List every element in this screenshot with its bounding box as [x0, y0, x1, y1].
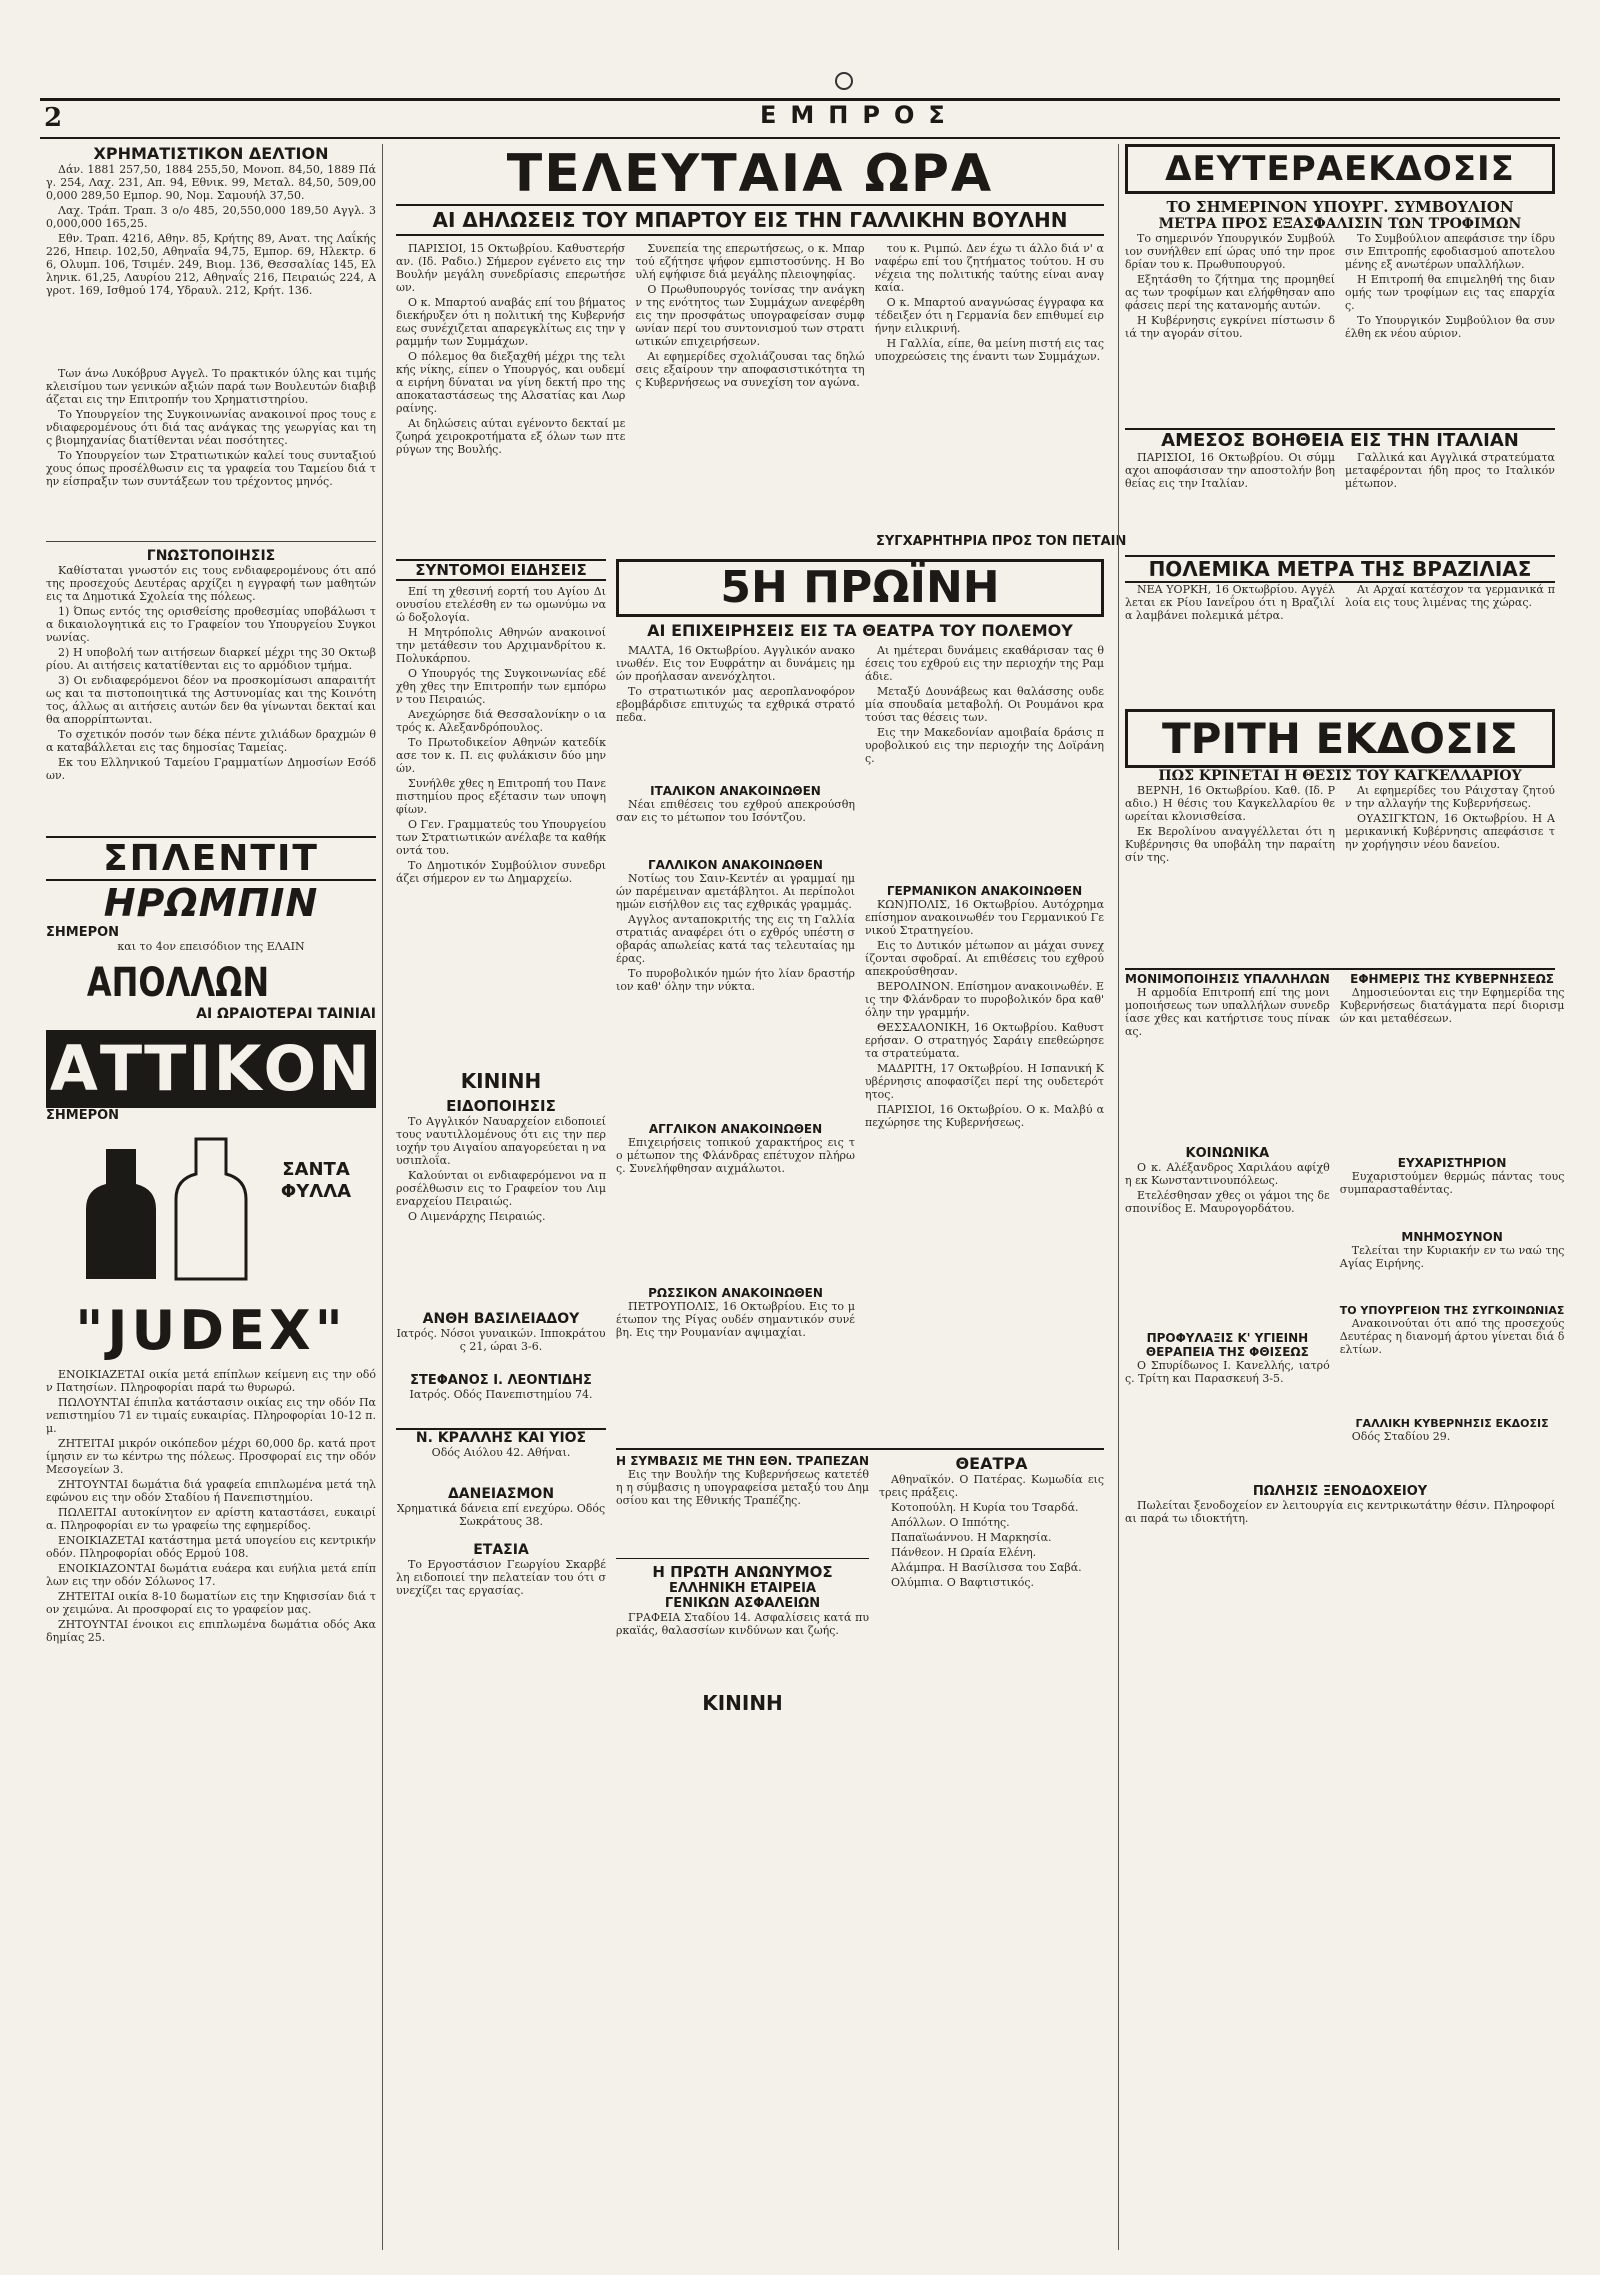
theatre-text: Αθηναϊκόν. Ο Πατέρας. Κωμωδία εις τρεις πράξεις. Κοτοπούλη. Η Κυρία του Τσαρδά. Απόλλων. Ο Ιππότης. Παπαϊωάννου. Η Μαρκησία. Πάνθεον. Η Ωραία Ελένη. Αλάμπρα. Η Βασίλισσα του Σαβά. Ολύμπια. Ο Βαφτιστικός. [879, 1473, 1104, 1589]
hotel-text: Πωλείται ξενοδοχείον εν λειτουργία εις κεντρικωτάτην θέσιν. Πληροφορίαι παρά τω ιδιοκτήτη. [1125, 1499, 1555, 1525]
gazette-text: Δημοσιεύονται εις την Εφημερίδα της Κυβερνήσεως διατάγματα περί διορισμών και μεταθέσεων. [1339, 986, 1565, 1025]
barthou-text-2: Συνεπεία της επερωτήσεως, ο κ. Μπαρτού εζήτησε ψήφον εμπιστοσύνης. Η Βουλή εψήφισε διά μεγάλης πλειοψηφίας. Ο Πρωθυπουργός τονίσας την ανάγκην της ενότητος των Συμμάχων ανεφέρθη εις την προσφάτως υπογραφείσαν συμφωνίαν περί του συντονισμού των στρατιωτικών επιχειρήσεων. Αι εφημερίδες σχολιάζουσαι τας δηλώσεις εξαίρουν την αποφασιστικότητα της Κυβερνήσεως να συνεχίση τον αγώνα. [635, 242, 865, 389]
food-measures-title: ΜΕΤΡΑ ΠΡΟΣ ΕΞΑΣΦΑΛΙΣΙΝ ΤΩΝ ΤΡΟΦΙΜΩΝ [1158, 216, 1522, 232]
page-number: 2 [44, 103, 63, 133]
judex-ad: "JUDEX" [75, 1299, 347, 1362]
notices-2-text: Το Αγγλικόν Ναυαρχείον ειδοποιεί τους ναυτιλλομένους ότι εις την περιοχήν του Αιγαίου απαγορεύεται η ναυσιπλοΐα. Καλούνται οι ενδιαφερόμενοι να προσέλθωσιν εις το Γραφείον του Λιμεναρχείου Πειραιώς. Ο Λιμενάρχης Πειραιώς. [396, 1115, 607, 1223]
brazil-text-2: Αι Αρχαί κατέσχον τα γερμανικά πλοία εις τους λιμένας της χώρας. [1345, 583, 1555, 609]
war-theater-subtitle: ΑΙ ΕΠΙΧΕΙΡΗΣΕΙΣ ΕΙΣ ΤΑ ΘΕΑΤΡΑ ΤΟΥ ΠΟΛΕΜΟΥ [647, 621, 1073, 640]
cinema-splendid-ad: ΣΠΛΕΝΤΙΤ [46, 836, 376, 881]
council-text-1: Το σημερινόν Υπουργικόν Συμβούλιον συνήλθεν επί ώρας υπό την προεδρίαν του κ. Πρωθυπουργού. Εξητάσθη το ζήτημα της προμηθείας των τροφίμων και ελήφθησαν αποφάσεις περί της κατανομής αυτών. Η Κυβέρνησις εγκρίνει πίστωσιν διά την αγοράν σίτου. [1125, 232, 1335, 340]
supply-ministry-text: Ανακοινούται ότι από της προσεχούς Δευτέρας η διανομή άρτου γίνεται διά δελτίων. [1339, 1317, 1565, 1356]
anthi-ad: ΑΝΘΗ ΒΑΣΙΛΕΙΑΔΟΥ [422, 1311, 580, 1327]
gazette-title: ΕΦΗΜΕΡΙΣ ΤΗΣ ΚΥΒΕΡΝΗΣΕΩΣ [1350, 972, 1554, 986]
supply-ministry-title: ΤΟ ΥΠΟΥΡΓΕΙΟΝ ΤΗΣ ΣΥΓΚΟΙΝΩΝΙΑΣ [1339, 1304, 1565, 1317]
barthou-text-3: του κ. Ριμπώ. Δεν έχω τι άλλο διά ν' αναφέρω επί του ζητήματος τούτου. Η συνέχεια της πολιτικής ταύτης είναι αναγκαία. Ο κ. Μπαρτού αναγνώσας έγγραφα κατέδειξεν ότι η Γερμανία δεν επιθυμεί ειρήνην ειλικρινή. Η Γαλλία, είπε, θα μείνη πιστή εις τας υποχρεώσεις της έναντι των Συμμάχων. [874, 242, 1104, 363]
morning-edition-title: 5Η ΠΡΩΪΝΗ [616, 559, 1104, 617]
krallis-ad-text: Οδός Αιόλου 42. Αθήναι. [431, 1446, 571, 1459]
second-edition-title: ΔΕΥΤΕΡΑΕΚΔΟΣΙΣ [1125, 144, 1555, 194]
social-title: ΚΟΙΝΩΝΙΚΑ [1185, 1146, 1270, 1161]
russian-communique-title: ΡΩΣΣΙΚΟΝ ΑΝΑΚΟΙΝΩΘΕΝ [648, 1286, 823, 1300]
social-text: Ο κ. Αλέξανδρος Χαριλάου αφίχθη εκ Κωνσταντινουπόλεως. Ετελέσθησαν χθες οι γάμοι της δεσποινίδος Ε. Μαυρογορδάτου. [1125, 1161, 1330, 1215]
hygiene-title: ΠΡΟΦΥΛΑΞΙΣ Κ' ΥΓΙΕΙΝΗ [1146, 1331, 1309, 1345]
german-communique-title: ΓΕΡΜΑΝΙΚΟΝ ΑΝΑΚΟΙΝΩΘΕΝ [886, 884, 1083, 898]
english-communique-title: ΑΓΓΛΙΚΟΝ ΑΝΑΚΟΙΝΩΘΕΝ [648, 1122, 823, 1136]
insurance-title-2: ΕΛΛΗΝΙΚΗ ΕΤΑΙΡΕΙΑ [668, 1581, 817, 1596]
barthou-text-1: ΠΑΡΙΣΙΟΙ, 15 Οκτωβρίου. Καθυστερήσαν. (Ιδ. Ραδιο.) Σήμερον εγένετο εις την Βουλήν μεγάλη συνεδρίασις επερωτήσεων. Ο κ. Μπαρτού αναβάς επί του βήματος διεκήρυξεν ότι η πολιτική της Κυβερνήσεως συνέχιζεται απαρεγκλίτως εις την γραμμήν των Συμμάχων. Ο πόλεμος θα διεξαχθή μέχρι της τελικής νίκης, είπεν ο Υπουργός, και ουδεμία ειρήνη δύναται να γίνη δεκτή προ της αποκαταστάσεως της Αλσατίας και Λωρραίνης. Αι δηλώσεις αύται εγένοντο δεκταί με ζωηρά χειροκροτήματα εξ όλων των πτερύγων της Βουλής. [396, 242, 626, 456]
german-communique-text: ΚΩΝ)ΠΟΛΙΣ, 16 Οκτωβρίου. Αυτόχρημα επίσημον ανακοινωθέν του Γερμανικού Γενικού Στρατηγείου. Εις το Δυτικόν μέτωπον αι μάχαι συνεχίζονται σφοδραί. Αι επιθέσεις του εχθρού απεκρούσθησαν. ΒΕΡΟΛΙΝΟΝ. Επίσημον ανακοινωθέν. Εις την Φλάνδραν το πυροβολικόν δρα καθ' όλην την γραμμήν. ΘΕΣΣΑΛΟΝΙΚΗ, 16 Οκτωβρίου. Καθυστερήσαν. Ο στρατηγός Σαράιγ επεθεώρησε τα στρατεύματα. ΜΑΔΡΙΤΗ, 17 Οκτωβρίου. Η Ισπανική Κυβέρνησις αποφασίζει περί της ουδετερότητος. ΠΑΡΙΣΙΟΙ, 16 Οκτωβρίου. Ο κ. Μαλβύ απεχώρησε της Κυβερνήσεως. [865, 898, 1104, 1129]
etasia-ad-text: Το Εργοστάσιον Γεωργίου Σκαρβέλη ειδοποιεί την πελατείαν του ότι συνεχίζει τας εργασίας. [396, 1558, 606, 1597]
memorial-text: Τελείται την Κυριακήν εν τω ναώ της Αγίας Ειρήνης. [1339, 1244, 1565, 1270]
library-stamp-icon [835, 72, 853, 90]
chancellor-text-1: ΒΕΡΝΗ, 16 Οκτωβρίου. Καθ. (Ιδ. Ραδιο.) Η θέσις του Καγκελλαρίου θεωρείται κλονισθείσα. Εκ Βερολίνου αναγγέλλεται ότι η Κυβέρνησις θα υποβάλη την παραίτησίν της. [1125, 784, 1335, 864]
cinema-apollon-ad: ΑΠΟΛΛΩΝ [86, 960, 270, 1006]
russian-communique-text: ΠΕΤΡΟΥΠΟΛΙΣ, 16 Οκτωβρίου. Εις το μέτωπον της Ρίγας ουδέν σημαντικόν συνέβη. Εις την Ρουμανίαν αψιμαχίαι. [616, 1300, 855, 1339]
hotel-title: ΠΩΛΗΣΙΣ ΞΕΝΟΔΟΧΕΙΟΥ [1252, 1484, 1428, 1499]
subheadline-barthou: ΑΙ ΔΗΛΩΣΕΙΣ ΤΟΥ ΜΠΑΡΤΟΥ ΕΙΣ ΤΗΝ ΓΑΛΛΙΚΗΝ ΒΟΥΛΗΝ [396, 204, 1104, 236]
exchange-text: Δάν. 1881 257,50, 1884 255,50, Μονοπ. 84,50, 1889 Πάγ. 254, Λαχ. 231, Απ. 94, Εθνικ. 99, Μεταλ. 84,50, 509,000,000 289,50 Εμπορ. 90, Νομ. Σαμουήλ 37,50. Λαχ. Τράπ. Τραπ. 3 ο/ο 485, 20,550,000 189,50 Αγγλ. 30,000,000 165,25. Εθν. Τραπ. 4216, Αθην. 85, Κρήτης 89, Ανατ. της Λαΐκής 226, Ηπειρ. 102,50, Αθηναΐα 94,75, Εμπορ. 69, Ηλεκτρ. 66, Ολυμπ. 106, Τσιμέν. 249, Βιομ. 136, Θεσσαλίας 145, Ελληνικ. 61,25, Λαυρίου 212, Αθηναΐς 216, Πειραιώς 224, Αγροτ. 169, Ισθμού 174, Υδραυλ. 212, Κρήτ. 136. [46, 163, 376, 297]
cinema-apollon-subtitle: ΑΙ ΩΡΑΙΟΤΕΡΑΙ ΤΑΙΝΙΑΙ [196, 1006, 376, 1022]
stefanos-ad: ΣΤΕΦΑΝΟΣ Ι. ΛΕΟΝΤΙΔΗΣ [410, 1373, 592, 1388]
employees-text: Η αρμοδία Επιτροπή επί της μονιμοποιήσεως των υπαλλήλων συνεδρίασε χθες και κατήρτισε τους πίνακας. [1125, 986, 1330, 1038]
memorial-title: ΜΝΗΜΟΣΥΝΟΝ [1401, 1230, 1503, 1244]
left-column [40, 144, 383, 2250]
right-column [1118, 144, 1565, 2250]
loans-ad-text: Χρηματικά δάνεια επί ενεχύρω. Οδός Σωκράτους 38. [396, 1502, 606, 1528]
anthi-ad-text: Ιατρός. Νόσοι γυναικών. Ιπποκράτους 21, ώραι 3-6. [396, 1327, 606, 1353]
war-text-2: Αι ημέτεραι δυνάμεις εκαθάρισαν τας θέσεις του εχθρού εις την περιοχήν της Ραμάδιε. Μεταξύ Δουνάβεως και θαλάσσης ουδεμία σπουδαία μεταβολή. Οι Ρουμάνοι κρατούσι τας θέσεις των. Εις την Μακεδονίαν αμοιβαία δράσις πυροβολικού εις την περιοχήν της Δοϊράνης. [865, 644, 1104, 765]
hygiene-subtitle: ΘΕΡΑΠΕΙΑ ΤΗΣ ΦΘΙΣΕΩΣ [1145, 1345, 1309, 1359]
french-communique-text: Νοτίως του Σαιν-Κεντέν αι γραμμαί ημών παρέμειναν αμετάβλητοι. Αι περίπολοι ημών εισήλθον εις τας εχθρικάς γραμμάς. Αγγλος ανταποκριτής της εις τη Γαλλία στρατιάς αναφέρει ότι ο εχθρός υπέστη σοβαράς απωλείας κατά τας τελευταίας ημέρας. Το πυροβολικόν ημών ήτο λίαν δραστήριον καθ' όλην την νύκτα. [616, 872, 855, 993]
latest-news-text: Επί τη χθεσινή εορτή του Αγίου Διονυσίου ετελέσθη εν τω ομωνύμω ναώ δοξολογία. Η Μητρόπολις Αθηνών ανακοινοί την μετάθεσιν του Αρχιμανδρίτου κ. Πολυκάρπου. Ο Υπουργός της Συγκοινωνίας εδέχθη χθες την Επιτροπήν των εμπόρων του Πειραιώς. Ανεχώρησε διά Θεσσαλονίκην ο ιατρός κ. Αλεξανδρόπουλος. Το Πρωτοδικείον Αθηνών κατεδίκασε τον κ. Π. εις φυλάκισιν δύο μηνών. Συνήλθε χθες η Επιτροπή του Πανεπιστημίου προς εξέτασιν των υποψηφίων. Ο Γεν. Γραμματεύς του Υπουργείου των Στρατιωτικών ανέλαβε τα καθήκοντά του. Το Δημοτικόν Συμβούλιον συνεδριάζει σήμερον εν τω Δημαρχείω. [396, 585, 606, 885]
chancellor-text-2: Αι εφημερίδες του Ράιχσταγ ζητούν την αλλαγήν της Κυβερνήσεως. ΟΥΑΣΙΓΚΤΩΝ, 16 Οκτωβρίου. Η Αμερικανική Κυβέρνησις απεφάσισε την χορήγησιν νέου δανείου. [1345, 784, 1555, 851]
exchange-title: ΧΡΗΜΑΤΙΣΤΙΚΟΝ ΔΕΛΤΙΟΝ [93, 144, 329, 163]
etasia-ad: ΕΤΑΣΙΑ [473, 1542, 529, 1558]
theatre-title: ΘΕΑΤΡΑ [955, 1454, 1028, 1473]
war-text-1: ΜΑΛΤΑ, 16 Οκτωβρίου. Αγγλικόν ανακοινωθέν. Εις τον Ευφράτην αι δυνάμεις ημών προήλασαν ανενόχλητοι. Το στρατιωτικόν μας αεροπλανοφόρον εβομβάρδισε επιτυχώς τα εχθρικά στρατόπεδα. [616, 644, 855, 724]
today-label-2: ΣΗΜΕΡΟΝ [46, 1108, 120, 1123]
krallis-ad: Ν. ΚΡΑΛΛΗΣ ΚΑΙ ΥΙΟΣ [396, 1428, 606, 1446]
cinema-attikon-ad: ΑΤΤΙΚΟΝ [46, 1030, 376, 1108]
stefanos-ad-text: Ιατρός. Οδός Πανεπιστημίου 74. [409, 1388, 593, 1401]
congrats-title: ΣΥΓΧΑΡΗΤΗΡΙΑ ΠΡΟΣ ΤΟΝ ΠΕΤΑΙΝ [876, 534, 1127, 549]
help-italy-text-1: ΠΑΡΙΣΙΟΙ, 16 Οκτωβρίου. Οι σύμμαχοι αποφάσισαν την αποστολήν βοηθείας εις την Ιταλίαν. [1125, 451, 1335, 490]
paper-title: ΕΜΠΡΟΣ [760, 101, 959, 129]
bank-agreement-text: Εις την Βουλήν της Κυβερνήσεως κατετέθη η σύμβασις η υπογραφείσα μεταξύ του Δημοσίου και της Εθνικής Τραπέζης. [616, 1468, 870, 1507]
headline-last-hour: ΤΕΛΕΥΤΑΙΑ ΩΡΑ [506, 144, 994, 204]
kinini-ad-2: ΚΙΝΙΝΗ [702, 1691, 783, 1715]
insurance-title-1: Η ΠΡΩΤΗ ΑΝΩΝΥΜΟΣ [616, 1558, 869, 1581]
hygiene-text: Ο Σπυρίδωνος Ι. Κανελλής, ιατρός. Τρίτη και Παρασκευή 3-5. [1125, 1359, 1330, 1385]
classifieds-text: ΕΝΟΙΚΙΑΖΕΤΑΙ οικία μετά επίπλων κείμενη εις την οδόν Πατησίων. Πληροφορίαι παρά τω θυρωρώ. ΠΩΛΟΥΝΤΑΙ έπιπλα κατάστασιν οικίας εις την οδόν Πανεπιστημίου 71 εν τιμαίς ευκαιρίας. Πληροφορίαι 10-12 π.μ. ΖΗΤΕΙΤΑΙ μικρόν οικόπεδον μέχρι 60,000 δρ. κατά προτίμησιν εν τω κέντρω της πόλεως. Προσφοραί εις την οδόν Μεσογείων 3. ΖΗΤΟΥΝΤΑΙ δωμάτια διά γραφεία επιπλωμένα μετά τηλεφώνου εις την οδόν Σταδίου ή Πανεπιστημίου. ΠΩΛΕΙΤΑΙ αυτοκίνητον εν αρίστη καταστάσει, ευκαιρία. Πληροφορίαι εν τω γραφείω της εφημερίδος. ΕΝΟΙΚΙΑΖΕΤΑΙ κατάστημα μετά υπογείου εις κεντρικήν οδόν. Πληροφορίαι οδός Ερμού 108. ΕΝΟΙΚΙΑΖΟΝΤΑΙ δωμάτια ευάερα και ευήλια μετά επίπλων εις την οδόν Σόλωνος 17. ΖΗΤΕΙΤΑΙ οικία 8-10 δωματίων εις την Κηφισσίαν διά τον χειμώνα. Αι προσφοραί εις το γραφείον μας. ΖΗΤΟΥΝΤΑΙ ένοικοι εις επιπλωμένα δωμάτια οδός Ακαδημίας 25. [46, 1368, 376, 1644]
brazil-war-title: ΠΟΛΕΜΙΚΑ ΜΕΤΡΑ ΤΗΣ ΒΡΑΖΙΛΙΑΣ [1125, 555, 1555, 583]
italian-communique-text: Νέαι επιθέσεις του εχθρού απεκρούσθησαν εις το μέτωπον του Ισόντζου. [616, 798, 855, 824]
council-today-title: ΤΟ ΣΗΜΕΡΙΝΟΝ ΥΠΟΥΡΓ. ΣΥΜΒΟΥΛΙΟΝ [1166, 198, 1514, 216]
bank-notice-text: Οδός Σταδίου 29. [1351, 1430, 1451, 1443]
italian-communique-title: ΙΤΑΛΙΚΟΝ ΑΝΑΚΟΙΝΩΘΕΝ [650, 784, 821, 798]
bottle-illustration-icon [46, 1129, 376, 1279]
insurance-text: ΓΡΑΦΕΙΑ Σταδίου 14. Ασφαλίσεις κατά πυρκαϊάς, θαλασσίων κινδύνων και ζωής. [616, 1611, 870, 1637]
center-column [390, 144, 1127, 2250]
latest-news-title: ΣΥΝΤΟΜΟΙ ΕΙΔΗΣΕΙΣ [396, 559, 606, 581]
bank-notice-title: ΓΑΛΛΙΚΗ ΚΥΒΕΡΝΗΣΙΣ ΕΚΔΟΣΙΣ [1355, 1417, 1549, 1430]
help-italy-title: ΑΜΕΣΟΣ ΒΟΗΘΕΙΑ ΕΙΣ ΤΗΝ ΙΤΑΛΙΑΝ [1125, 428, 1555, 451]
notices-title: ΓΝΩΣΤΟΠΟΙΗΣΙΣ [146, 548, 276, 564]
insurance-title-3: ΓΕΝΙΚΩΝ ΑΣΦΑΛΕΙΩΝ [664, 1596, 821, 1611]
chancellor-title: ΠΩΣ ΚΡΙΝΕΤΑΙ Η ΘΕΣΙΣ ΤΟΥ ΚΑΓΚΕΛΛΑΡΙΟΥ [1158, 768, 1522, 784]
cinema-note: και το 4ον επεισόδιον της ΕΛΑΙΝ [117, 940, 305, 953]
kinini-ad-1: ΚΙΝΙΝΗ [460, 1069, 542, 1093]
third-edition-title: ΤΡΙΤΗ ΕΚΔΟΣΙΣ [1125, 709, 1555, 768]
thanks-text: Ευχαριστούμεν θερμώς πάντας τους συμπαρασταθέντας. [1339, 1170, 1565, 1196]
notices-text: Καθίσταται γνωστόν εις τους ενδιαφερομένους ότι από της προσεχούς Δευτέρας αρχίζει η εγγραφή των μαθητών εις τα Δημοτικά Σχολεία της πόλεως. 1) Όπως εντός της ορισθείσης προθεσμίας υποβάλωσι τα δικαιολογητικά εις το Γραφείον του Υπουργείου Συγκοινωνίας. 2) Η υποβολή των αιτήσεων διαρκεί μέχρι της 30 Οκτωβρίου. Αι αιτήσεις κατατίθενται εις το αρμόδιον τμήμα. 3) Οι ενδιαφερόμενοι δέον να προσκομίσωσι απαραιτήτως και τα πιστοποιητικά της Αστυνομίας και της Κοινότητος, άλλως αι αιτήσεις αυτών δεν θα γίνωνται δεκταί και θα απορρίπτωνται. Το σχετικόν ποσόν των δέκα πέντε χιλιάδων δραχμών θα καταβάλλεται εις τας δημοσίας Ταμείας. Εκ του Ελληνικού Ταμείου Γραμματίων Δημοσίων Εσόδων. [46, 564, 376, 782]
today-label-1: ΣΗΜΕΡΟΝ [46, 925, 120, 940]
council-text-2: Το Συμβούλιον απεφάσισε την ίδρυσιν Επιτροπής εφοδιασμού αποτελουμένης εξ ανωτέρων υπαλλήλων. Η Επιτροπή θα επιμεληθή της διανομής των τροφίμων εις τας επαρχίας. Το Υπουργικόν Συμβούλιον θα συνέλθη εκ νέου αύριον. [1345, 232, 1555, 340]
bank-agreement-title: Η ΣΥΜΒΑΣΙΣ ΜΕ ΤΗΝ ΕΘΝ. ΤΡΑΠΕΖΑΝ [616, 1454, 870, 1468]
newspaper-page [40, 60, 1565, 2250]
help-italy-text-2: Γαλλικά και Αγγλικά στρατεύματα μεταφέρονται ήδη προς το Ιταλικόν μέτωπον. [1345, 451, 1555, 490]
thanks-title: ΕΥΧΑΡΙΣΤΗΡΙΟΝ [1397, 1156, 1507, 1170]
loans-ad: ΔΑΝΕΙΑΣΜΟΝ [447, 1486, 555, 1502]
brazil-text-1: ΝΕΑ ΥΟΡΚΗ, 16 Οκτωβρίου. Αγγέλλεται εκ Ρίου Ιανεΐρου ότι η Βραζιλία λαμβάνει πολεμικά μέτρα. [1125, 583, 1335, 622]
employees-title: ΜΟΝΙΜΟΠΟΙΗΣΙΣ ΥΠΑΛΛΗΛΩΝ [1125, 972, 1330, 986]
notices-2-title: ΕΙΔΟΠΟΙΗΣΙΣ [446, 1097, 556, 1115]
masthead [40, 98, 1560, 139]
bottle-label: ΣΑΝΤΑ ΦΥΛΛΑ [280, 1159, 352, 1202]
santa-fylla-ad [46, 1129, 376, 1279]
exchange-notes: Των άνω Λυκόβρυσ Αγγελ. Το πρακτικόν ύλης και τιμής κλεισίμου των γενικών αξιών παρά των Βουλευτών διαβιβάζεται εις την Επιτροπήν του Χρηματιστηρίου. Το Υπουργείον της Συγκοινωνίας ανακοινοί προς τους ενδιαφερομένους ότι διά τας ανάγκας της γεωργίας και της βιομηχανίας διατίθενται νέαι ποσότητες. Το Υπουργείον των Στρατιωτικών καλεί τους συνταξιούχους όπως προσέλθωσιν εις τα γραφεία του Ταμείου διά την είσπραξιν των συντάξεων του τρέχοντος μηνός. [46, 367, 376, 488]
french-communique-title: ΓΑΛΛΙΚΟΝ ΑΝΑΚΟΙΝΩΘΕΝ [648, 858, 823, 872]
cinema-hromipin-ad: ΗΡΩΜΠΙΝ [103, 881, 319, 925]
english-communique-text: Επιχειρήσεις τοπικού χαρακτήρος εις το μέτωπον της Φλάνδρας επέτυχον πλήρως. Συνελήφθησαν αιχμάλωτοι. [616, 1136, 855, 1175]
